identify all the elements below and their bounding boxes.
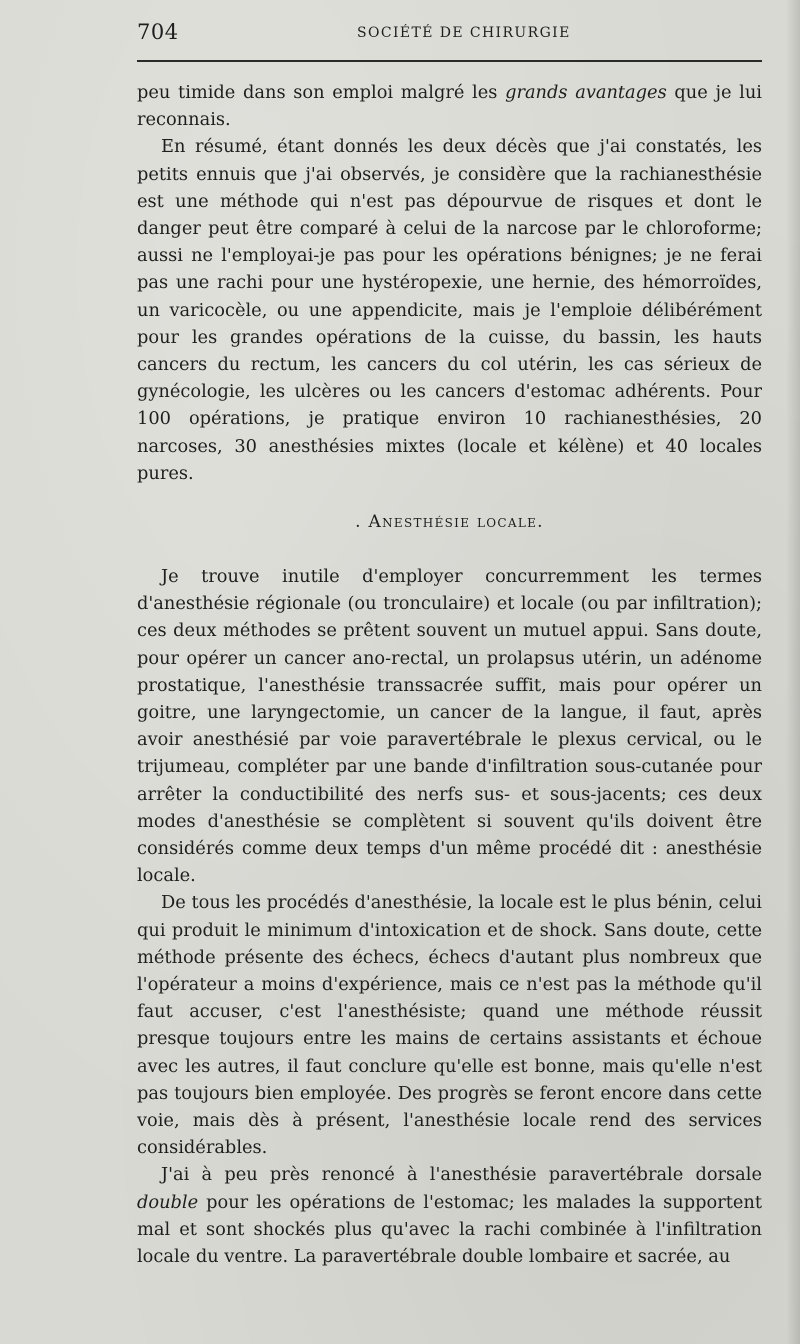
paragraph-text: pour les opérations de l'estomac; les malades la supportent mal et sont shockés plus qu'avec la rachi combinée à l'infiltration locale du ventre. La paravertébrale double lombaire et sacrée, au xyxy=(137,1191,762,1268)
paragraph-text: que je lui reconnais. xyxy=(137,82,762,131)
paragraph-local-anesthesia: De tous les procédés d'anesthésie, la locale est le plus bénin, celui qui produit le minimum d'intoxication et de shock. Sans doute, cette méthode présente des échecs, échecs d'autant plus nombreux que l'opérateur a moins d'expérience, mais ce n'est pas la méthode qu'il faut accuser, c'est l'anesthésiste; quand une méthode réussit presque toujours entre les mains de certains assistants et échoue avec les autres, il faut conclure qu'elle est bonne, mais qu'elle n'est pas toujours bien employée. Des progrès se feront encore dans cette voie, mais dès à présent, l'anesthésie locale rend des services considérables. xyxy=(137,892,762,1159)
page-header xyxy=(137,18,762,48)
section-heading: . Anesthésie locale. xyxy=(355,512,544,532)
text-block-bottom xyxy=(137,563,762,1270)
page-edge-shadow xyxy=(786,0,800,1344)
paragraph-regional-anesthesia: Je trouve inutile d'employer concurremment les termes d'anesthésie régionale (ou tronculaire) et locale (ou par infiltration); ces deux méthodes se prêtent souvent un mutuel appui. Sans doute, pour opérer un cancer ano-rectal, un prolapsus utérin, un adénome prostatique, l'anesthésie transsacrée suffit, mais pour opérer un goitre, une laryngectomie, un cancer de la langue, il faut, après avoir anesthésié par voie paravertébrale le plexus cervical, ou le trijumeau, compléter par une bande d'infiltration sous-cutanée pour arrêter la conductibilité des nerfs sus- et sous-jacents; ces deux modes d'anesthésie se complètent si souvent qu'ils doivent être considérés comme deux temps d'un même procédé dit : anesthésie locale. xyxy=(137,566,762,887)
paragraph-text: J'ai à peu près renoncé à l'anesthésie paravertébrale dorsale xyxy=(161,1164,762,1186)
text-block-top xyxy=(137,79,762,487)
paragraph-continuation xyxy=(137,79,762,133)
header-rule xyxy=(137,60,762,62)
running-title: SOCIÉTÉ DE CHIRURGIE xyxy=(357,25,571,41)
italic-word: double xyxy=(137,1191,199,1213)
paragraph-paravertebral xyxy=(137,1161,762,1270)
italic-phrase: grands avantages xyxy=(505,82,667,103)
page-number: 704 xyxy=(137,20,179,44)
paragraph-resume: En résumé, étant donnés les deux décès que j'ai constatés, les petits ennuis que j'ai observés, je considère que la rachianesthésie est une méthode qui n'est pas dépourvue de risques et dont le danger peut être comparé à celui de la narcose par le chloroforme; aussi ne l'employai-je pas pour les opérations bénignes; je ne ferai pas une rachi pour une hystéropexie, une hernie, des hémorroïdes, un varicocèle, ou une appendicite, mais je l'emploie délibérément pour les grandes opérations de la cuisse, du bassin, les hauts cancers du rectum, les cancers du col utérin, les cas sérieux de gynécologie, les ulcères ou les cancers d'estomac adhérents. Pour 100 opérations, je pratique environ 10 rachianesthésies, 20 narcoses, 30 anesthésies mixtes (locale et kélène) et 40 locales pures. xyxy=(137,136,762,484)
paragraph-text: peu timide dans son emploi malgré les xyxy=(137,82,506,103)
